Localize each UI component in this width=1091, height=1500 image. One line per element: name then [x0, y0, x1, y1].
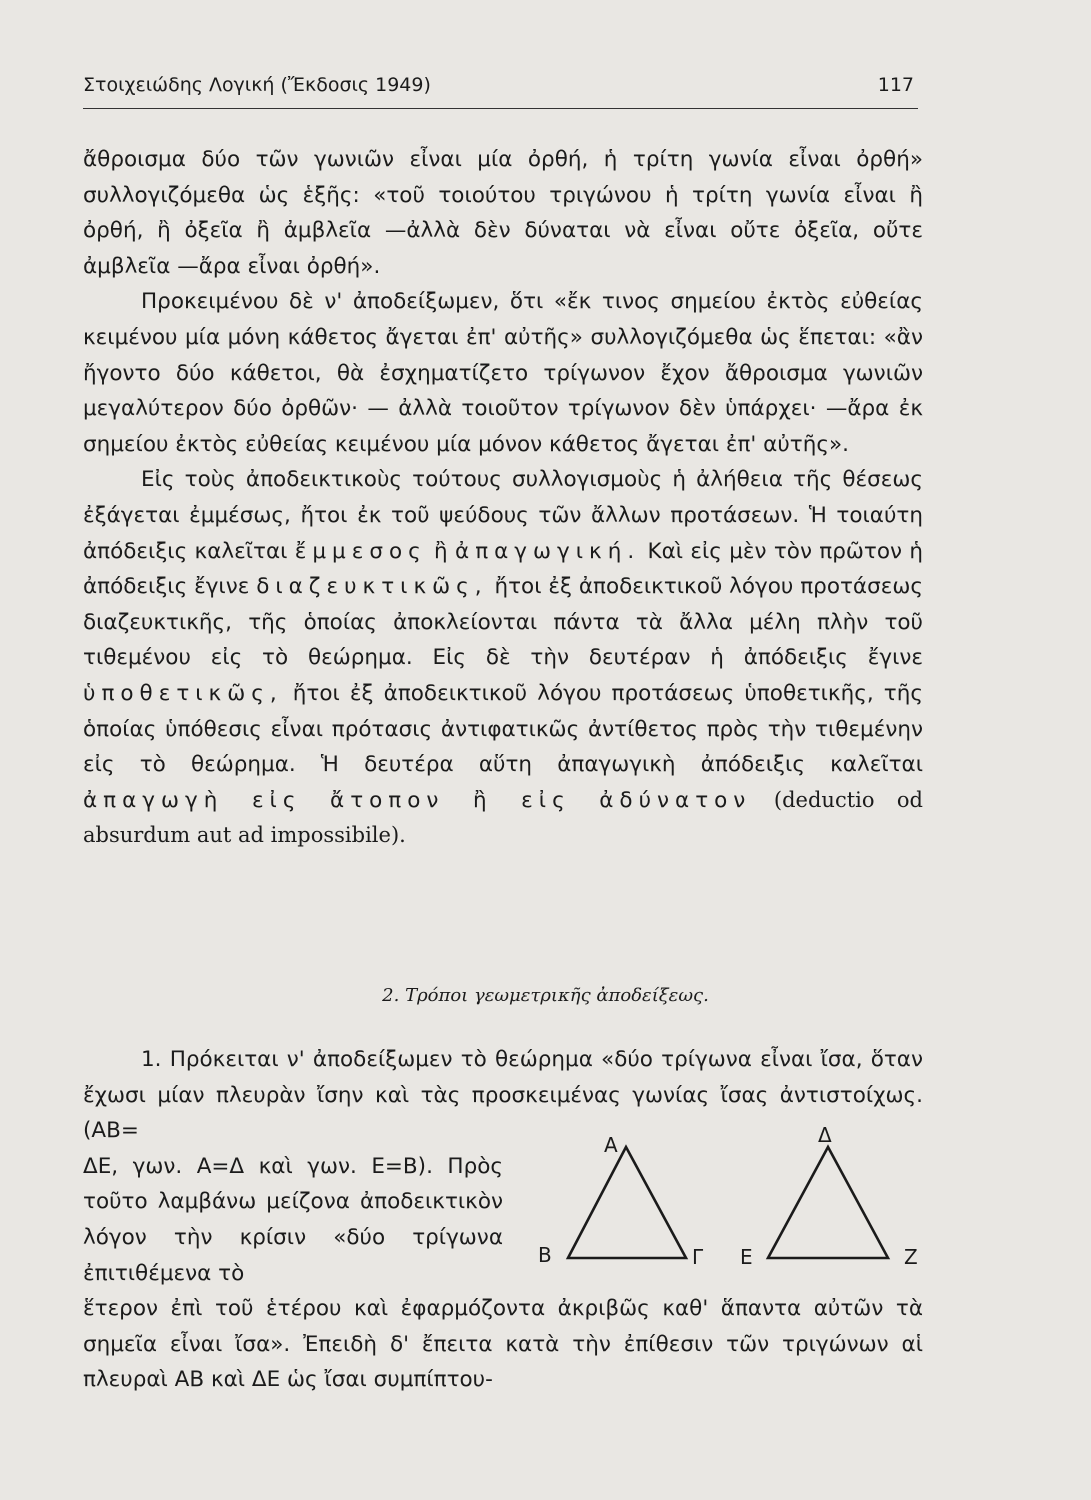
running-head-title: Στοιχειώδης Λογική (Ἔκδοσις 1949) [83, 74, 431, 96]
triangle-abg [568, 1147, 686, 1258]
triangles-diagram [528, 1133, 920, 1283]
term-apagogiki: ἀπαγωγική. [455, 538, 641, 564]
term-apagogi-eis-atopon: ἀπαγωγὴ εἰς ἄτοπον ἢ εἰς ἀδύνατον [83, 787, 752, 813]
vertex-label-a: Α [604, 1133, 618, 1157]
p3-part5: ἤτοι ἐξ ἀποδεικτικοῦ λόγου προτάσεως ὑποθετικῆς, τῆς ὁποίας ὑπόθεσις εἶναι πρότασις ἀντιφατικῶς ἀντίθετος πρὸς τὴν τιθεμένην εἰς τὸ θεώρημα. Ἡ δευτέρα αὕτη ἀπαγωγικὴ ἀπόδειξις καλεῖται [83, 680, 923, 778]
triangles-figure [528, 1123, 920, 1283]
section-para-tail: ἕτερον ἐπὶ τοῦ ἑτέρου καὶ ἐφαρμόζοντα ἀκριβῶς καθ' ἅπαντα αὐτῶν τὰ σημεῖα εἶναι ἴσα». Ἐπειδὴ δ' ἔπειτα κατὰ τὴν ἐπίθεσιν τῶν τριγώνων αἱ πλευραὶ ΑΒ καὶ ΔΕ ὡς ἴσαι συμπίπτου- [83, 1296, 923, 1393]
paragraph-3 [83, 462, 923, 854]
vertex-label-z: Ζ [904, 1245, 918, 1269]
latin-phrase: (deductio od absurdum aut ad impossibile). [83, 787, 923, 848]
vertex-label-b: Β [538, 1243, 552, 1267]
page-number: 117 [877, 74, 914, 96]
term-ypothetikos: ὑποθετικῶς, [83, 680, 283, 706]
section-para-narrow: ΔΕ, γων. Α=Δ καὶ γων. Ε=Β). Πρὸς τοῦτο λαμβάνω μείζονα ἀποδεικτικὸν λόγον τὴν κρίσιν «δύο τρίγωνα ἐπιτιθέμενα τὸ [83, 1153, 503, 1286]
triangle-dez [768, 1147, 888, 1258]
paragraph-2: Προκειμένου δὲ ν' ἀποδείξωμεν, ὅτι «ἔκ τινος σημείου ἐκτὸς εὐθείας κειμένου μία μόνη κάθετος ἄγεται ἐπ' αὐτῆς» συλλογιζόμεθα ὡς ἕπεται: «ἂν ἤγοντο δύο κάθετοι, θὰ ἐσχηματίζετο τρίγωνον ἔχον ἄθροισμα γωνιῶν μεγαλύτερον δύο ὀρθῶν· — ἀλλὰ τοιοῦτον τρίγωνον δὲν ὑπάρχει· —ἄρα ἐκ σημείου ἐκτὸς εὐθείας κειμένου μία μόνον κάθετος ἄγεται ἐπ' αὐτῆς». [83, 289, 923, 457]
vertex-label-e: Ε [740, 1245, 753, 1269]
vertex-label-g: Γ [692, 1245, 704, 1269]
p3-part3: Καὶ εἰς μὲν τὸν πρῶτον ἡ ἀπόδειξις ἔγινε [83, 538, 923, 600]
p3-part2: ἢ [434, 538, 448, 564]
body-text [83, 142, 923, 854]
p3-part1: Εἰς τοὺς ἀποδεικτικοὺς τούτους συλλογισμοὺς ἡ ἀλήθεια τῆς θέσεως ἐξάγεται ἐμμέσως, ἤτοι ἐκ τοῦ ψεύδους τῶν ἄλλων προτάσεων. Ἡ τοιαύτη ἀπόδειξις καλεῖται [83, 467, 923, 564]
running-head [83, 72, 918, 109]
vertex-label-d: Δ [818, 1123, 832, 1147]
paragraph-1: ἄθροισμα δύο τῶν γωνιῶν εἶναι μία ὀρθή, ἡ τρίτη γωνία εἶναι ὀρθή» συλλογιζόμεθα ὡς ἑξῆς: «τοῦ τοιούτου τριγώνου ἡ τρίτη γωνία εἶναι ἢ ὀρθή, ἢ ὀξεῖα ἢ ἀμβλεῖα —ἀλλὰ δὲν δύναται νὰ εἶναι οὔτε ὀξεῖα, οὔτε ἀμβλεῖα —ἄρα εἶναι ὀρθή». [83, 147, 923, 279]
section-heading: 2. Τρόποι γεωμετρικῆς ἀποδείξεως. [382, 985, 709, 1006]
section-para-lead: 1. Πρόκειται ν' ἀποδείξωμεν τὸ θεώρημα «δύο τρίγωνα εἶναι ἴσα, ὅταν ἔχωσι μίαν πλευρὰν ἴσην καὶ τὰς προσκειμένας γωνίας ἴσας ἀντιστοίχως. (ΑΒ= [83, 1047, 923, 1144]
p3-part4: ἤτοι ἐξ ἀποδεικτικοῦ λόγου προτάσεως διαζευκτικῆς, τῆς ὁποίας ἀποκλείονται πάντα τὰ ἄλλα μέλη πλὴν τοῦ τιθεμένου εἰς τὸ θεώρημα. Εἰς δὲ τὴν δευτέραν ἡ ἀπόδειξις ἔγινε [83, 574, 923, 671]
term-emmesos: ἔμμεσος [294, 538, 427, 564]
term-diazeuktikos: διαζευκτικῶς, [256, 574, 488, 600]
